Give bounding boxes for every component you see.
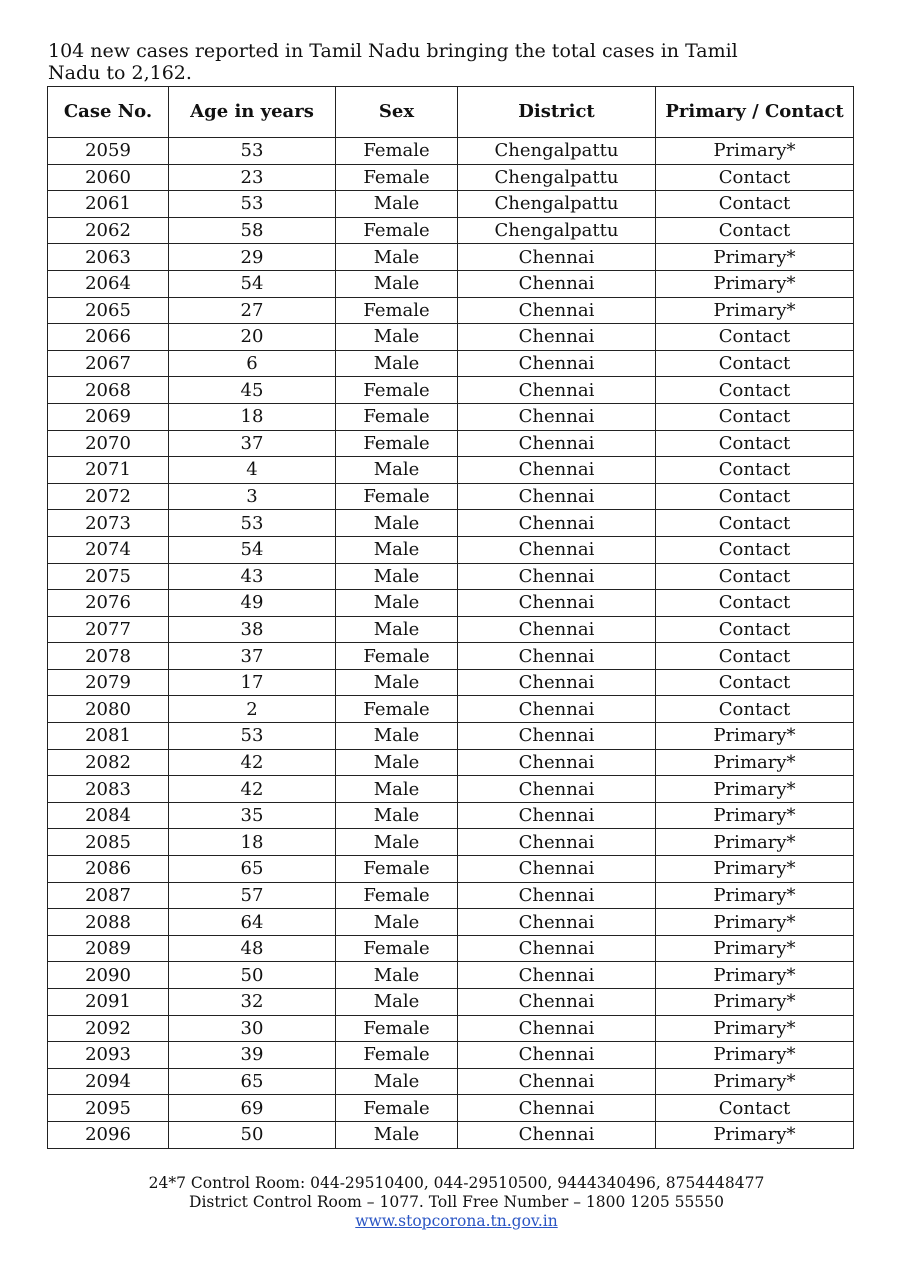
district-cell: Chennai: [458, 856, 656, 883]
table-row: [48, 270, 854, 297]
cases-table: [47, 86, 854, 1149]
table-row: [48, 536, 854, 563]
district-cell: Chennai: [458, 1095, 656, 1122]
table-row: [48, 217, 854, 244]
type-cell: Contact: [656, 350, 854, 377]
sex-cell: Female: [336, 430, 458, 457]
table-row: [48, 1015, 854, 1042]
header-age: Age in years: [169, 87, 336, 138]
type-cell: Primary*: [656, 882, 854, 909]
case-no-cell: 2094: [48, 1068, 169, 1095]
age-cell: 39: [169, 1042, 336, 1069]
district-cell: Chennai: [458, 1042, 656, 1069]
age-cell: 54: [169, 270, 336, 297]
table-row: [48, 829, 854, 856]
age-cell: 50: [169, 962, 336, 989]
sex-cell: Male: [336, 669, 458, 696]
district-cell: Chennai: [458, 457, 656, 484]
case-no-cell: 2072: [48, 483, 169, 510]
age-cell: 18: [169, 829, 336, 856]
age-cell: 53: [169, 510, 336, 537]
age-cell: 17: [169, 669, 336, 696]
type-cell: Primary*: [656, 962, 854, 989]
sex-cell: Male: [336, 244, 458, 271]
district-cell: Chennai: [458, 297, 656, 324]
case-no-cell: 2079: [48, 669, 169, 696]
sex-cell: Female: [336, 856, 458, 883]
table-row: [48, 643, 854, 670]
table-row: [48, 802, 854, 829]
case-no-cell: 2063: [48, 244, 169, 271]
district-cell: Chennai: [458, 776, 656, 803]
type-cell: Primary*: [656, 1121, 854, 1148]
type-cell: Contact: [656, 217, 854, 244]
district-cell: Chennai: [458, 989, 656, 1016]
table-row: [48, 935, 854, 962]
type-cell: Primary*: [656, 989, 854, 1016]
table-body: [48, 138, 854, 1149]
district-cell: Chennai: [458, 723, 656, 750]
sex-cell: Male: [336, 563, 458, 590]
age-cell: 53: [169, 723, 336, 750]
age-cell: 64: [169, 909, 336, 936]
case-no-cell: 2064: [48, 270, 169, 297]
sex-cell: Male: [336, 1121, 458, 1148]
table-row: [48, 324, 854, 351]
district-cell: Chennai: [458, 643, 656, 670]
header-case-no: Case No.: [48, 87, 169, 138]
table-row: [48, 1042, 854, 1069]
type-cell: Primary*: [656, 856, 854, 883]
sex-cell: Female: [336, 643, 458, 670]
age-cell: 27: [169, 297, 336, 324]
district-cell: Chennai: [458, 669, 656, 696]
type-cell: Contact: [656, 563, 854, 590]
table-row: [48, 669, 854, 696]
case-no-cell: 2061: [48, 191, 169, 218]
type-cell: Contact: [656, 377, 854, 404]
district-cell: Chennai: [458, 590, 656, 617]
table-row: [48, 856, 854, 883]
table-row: [48, 882, 854, 909]
table-row: [48, 457, 854, 484]
table-row: [48, 723, 854, 750]
case-no-cell: 2067: [48, 350, 169, 377]
table-row: [48, 909, 854, 936]
case-no-cell: 2091: [48, 989, 169, 1016]
district-cell: Chennai: [458, 696, 656, 723]
sex-cell: Male: [336, 989, 458, 1016]
footer-control-room: 24*7 Control Room: 044-29510400, 044-29510500, 9444340496, 8754448477: [148, 1174, 765, 1192]
table-row: [48, 244, 854, 271]
table-header-row: [48, 87, 854, 138]
case-no-cell: 2077: [48, 616, 169, 643]
case-no-cell: 2075: [48, 563, 169, 590]
type-cell: Primary*: [656, 1068, 854, 1095]
case-no-cell: 2078: [48, 643, 169, 670]
case-no-cell: 2070: [48, 430, 169, 457]
case-no-cell: 2082: [48, 749, 169, 776]
district-cell: Chennai: [458, 802, 656, 829]
sex-cell: Male: [336, 909, 458, 936]
table-row: [48, 696, 854, 723]
sex-cell: Female: [336, 1042, 458, 1069]
age-cell: 35: [169, 802, 336, 829]
header-primary-contact: Primary / Contact: [656, 87, 854, 138]
case-no-cell: 2081: [48, 723, 169, 750]
table-row: [48, 776, 854, 803]
footer: [0, 1174, 913, 1231]
table-row: [48, 377, 854, 404]
age-cell: 69: [169, 1095, 336, 1122]
sex-cell: Male: [336, 962, 458, 989]
age-cell: 65: [169, 856, 336, 883]
type-cell: Primary*: [656, 802, 854, 829]
sex-cell: Male: [336, 510, 458, 537]
sex-cell: Female: [336, 403, 458, 430]
district-cell: Chennai: [458, 749, 656, 776]
district-cell: Chengalpattu: [458, 217, 656, 244]
type-cell: Contact: [656, 616, 854, 643]
type-cell: Primary*: [656, 935, 854, 962]
type-cell: Primary*: [656, 297, 854, 324]
type-cell: Contact: [656, 457, 854, 484]
table-row: [48, 483, 854, 510]
sex-cell: Male: [336, 616, 458, 643]
district-cell: Chennai: [458, 616, 656, 643]
type-cell: Primary*: [656, 776, 854, 803]
table-row: [48, 590, 854, 617]
age-cell: 38: [169, 616, 336, 643]
sex-cell: Male: [336, 749, 458, 776]
table-row: [48, 989, 854, 1016]
table-row: [48, 297, 854, 324]
sex-cell: Male: [336, 776, 458, 803]
sex-cell: Male: [336, 457, 458, 484]
case-no-cell: 2065: [48, 297, 169, 324]
sex-cell: Female: [336, 138, 458, 165]
sex-cell: Female: [336, 696, 458, 723]
type-cell: Contact: [656, 510, 854, 537]
type-cell: Primary*: [656, 723, 854, 750]
footer-district-control: District Control Room – 1077. Toll Free Number – 1800 1205 55550: [189, 1193, 724, 1211]
header-sex: Sex: [336, 87, 458, 138]
case-no-cell: 2095: [48, 1095, 169, 1122]
age-cell: 6: [169, 350, 336, 377]
case-no-cell: 2076: [48, 590, 169, 617]
type-cell: Contact: [656, 164, 854, 191]
district-cell: Chennai: [458, 1068, 656, 1095]
sex-cell: Female: [336, 483, 458, 510]
sex-cell: Male: [336, 1068, 458, 1095]
header-district: District: [458, 87, 656, 138]
district-cell: Chennai: [458, 324, 656, 351]
sex-cell: Male: [336, 191, 458, 218]
district-cell: Chengalpattu: [458, 191, 656, 218]
age-cell: 2: [169, 696, 336, 723]
age-cell: 49: [169, 590, 336, 617]
age-cell: 18: [169, 403, 336, 430]
age-cell: 65: [169, 1068, 336, 1095]
type-cell: Contact: [656, 590, 854, 617]
type-cell: Contact: [656, 696, 854, 723]
district-cell: Chennai: [458, 536, 656, 563]
district-cell: Chengalpattu: [458, 138, 656, 165]
sex-cell: Male: [336, 350, 458, 377]
sex-cell: Female: [336, 164, 458, 191]
type-cell: Contact: [656, 536, 854, 563]
age-cell: 4: [169, 457, 336, 484]
type-cell: Primary*: [656, 270, 854, 297]
type-cell: Primary*: [656, 244, 854, 271]
table-row: [48, 164, 854, 191]
district-cell: Chennai: [458, 935, 656, 962]
type-cell: Contact: [656, 324, 854, 351]
case-no-cell: 2083: [48, 776, 169, 803]
age-cell: 30: [169, 1015, 336, 1042]
age-cell: 43: [169, 563, 336, 590]
age-cell: 48: [169, 935, 336, 962]
table-row: [48, 1095, 854, 1122]
district-cell: Chennai: [458, 909, 656, 936]
type-cell: Contact: [656, 430, 854, 457]
type-cell: Contact: [656, 191, 854, 218]
footer-website-link[interactable]: www.stopcorona.tn.gov.in: [355, 1212, 558, 1230]
sex-cell: Male: [336, 590, 458, 617]
table-row: [48, 403, 854, 430]
table-row: [48, 616, 854, 643]
type-cell: Primary*: [656, 829, 854, 856]
sex-cell: Male: [336, 829, 458, 856]
sex-cell: Male: [336, 536, 458, 563]
sex-cell: Male: [336, 802, 458, 829]
case-no-cell: 2085: [48, 829, 169, 856]
district-cell: Chennai: [458, 350, 656, 377]
case-no-cell: 2068: [48, 377, 169, 404]
age-cell: 53: [169, 191, 336, 218]
case-no-cell: 2086: [48, 856, 169, 883]
district-cell: Chennai: [458, 430, 656, 457]
table-row: [48, 962, 854, 989]
type-cell: Contact: [656, 403, 854, 430]
sex-cell: Female: [336, 297, 458, 324]
case-no-cell: 2093: [48, 1042, 169, 1069]
type-cell: Primary*: [656, 909, 854, 936]
table-row: [48, 510, 854, 537]
district-cell: Chennai: [458, 882, 656, 909]
table-row: [48, 350, 854, 377]
type-cell: Contact: [656, 643, 854, 670]
age-cell: 50: [169, 1121, 336, 1148]
district-cell: Chennai: [458, 377, 656, 404]
age-cell: 53: [169, 138, 336, 165]
type-cell: Primary*: [656, 138, 854, 165]
case-no-cell: 2084: [48, 802, 169, 829]
type-cell: Primary*: [656, 1042, 854, 1069]
age-cell: 58: [169, 217, 336, 244]
district-cell: Chennai: [458, 1121, 656, 1148]
intro-text: 104 new cases reported in Tamil Nadu bringing the total cases in Tamil Nadu to 2,162.: [48, 40, 738, 84]
sex-cell: Female: [336, 1015, 458, 1042]
district-cell: Chennai: [458, 563, 656, 590]
table-row: [48, 1121, 854, 1148]
case-no-cell: 2066: [48, 324, 169, 351]
case-no-cell: 2074: [48, 536, 169, 563]
sex-cell: Male: [336, 270, 458, 297]
case-no-cell: 2060: [48, 164, 169, 191]
district-cell: Chennai: [458, 244, 656, 271]
sex-cell: Female: [336, 935, 458, 962]
case-no-cell: 2080: [48, 696, 169, 723]
age-cell: 32: [169, 989, 336, 1016]
type-cell: Contact: [656, 1095, 854, 1122]
case-no-cell: 2096: [48, 1121, 169, 1148]
age-cell: 29: [169, 244, 336, 271]
sex-cell: Female: [336, 1095, 458, 1122]
district-cell: Chennai: [458, 829, 656, 856]
district-cell: Chennai: [458, 962, 656, 989]
case-no-cell: 2089: [48, 935, 169, 962]
type-cell: Primary*: [656, 749, 854, 776]
age-cell: 23: [169, 164, 336, 191]
age-cell: 42: [169, 749, 336, 776]
district-cell: Chennai: [458, 483, 656, 510]
case-no-cell: 2088: [48, 909, 169, 936]
age-cell: 42: [169, 776, 336, 803]
age-cell: 3: [169, 483, 336, 510]
sex-cell: Female: [336, 882, 458, 909]
case-no-cell: 2090: [48, 962, 169, 989]
district-cell: Chennai: [458, 510, 656, 537]
district-cell: Chengalpattu: [458, 164, 656, 191]
sex-cell: Male: [336, 723, 458, 750]
case-no-cell: 2069: [48, 403, 169, 430]
case-no-cell: 2059: [48, 138, 169, 165]
age-cell: 37: [169, 643, 336, 670]
district-cell: Chennai: [458, 270, 656, 297]
sex-cell: Female: [336, 377, 458, 404]
age-cell: 20: [169, 324, 336, 351]
table-row: [48, 430, 854, 457]
sex-cell: Male: [336, 324, 458, 351]
age-cell: 54: [169, 536, 336, 563]
sex-cell: Female: [336, 217, 458, 244]
table-row: [48, 563, 854, 590]
case-no-cell: 2092: [48, 1015, 169, 1042]
type-cell: Contact: [656, 669, 854, 696]
table-row: [48, 191, 854, 218]
table-row: [48, 1068, 854, 1095]
type-cell: Contact: [656, 483, 854, 510]
age-cell: 45: [169, 377, 336, 404]
age-cell: 37: [169, 430, 336, 457]
case-no-cell: 2087: [48, 882, 169, 909]
case-no-cell: 2071: [48, 457, 169, 484]
case-no-cell: 2062: [48, 217, 169, 244]
type-cell: Primary*: [656, 1015, 854, 1042]
district-cell: Chennai: [458, 1015, 656, 1042]
table-row: [48, 749, 854, 776]
age-cell: 57: [169, 882, 336, 909]
district-cell: Chennai: [458, 403, 656, 430]
case-no-cell: 2073: [48, 510, 169, 537]
table-row: [48, 138, 854, 165]
